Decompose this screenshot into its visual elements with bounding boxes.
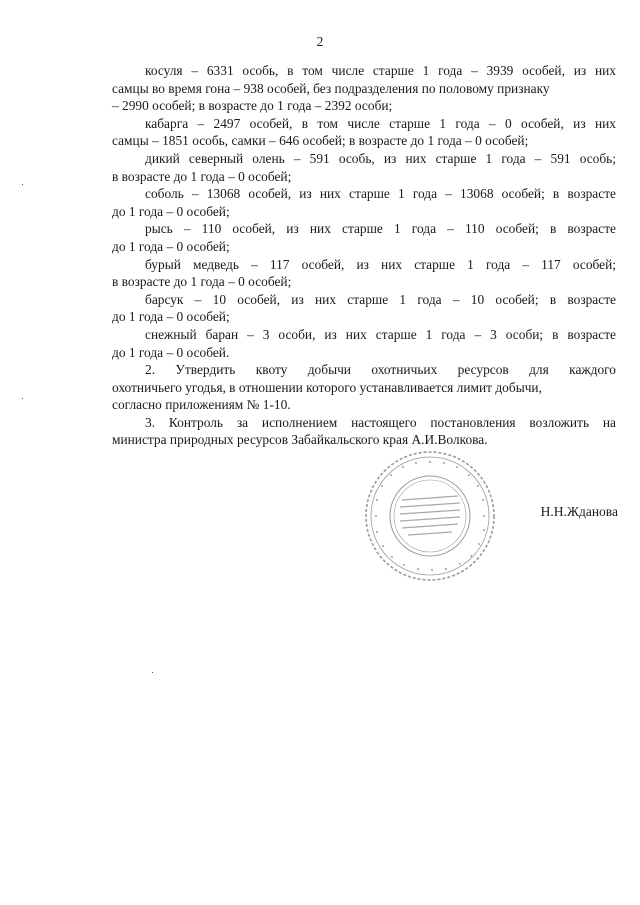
signature-block	[360, 448, 630, 588]
paragraph	[112, 220, 616, 255]
paragraph-line: рысь – 110 особей, из них старше 1 года – 110 особей; в возрасте	[145, 221, 616, 237]
paragraph	[112, 361, 616, 414]
paragraph	[112, 115, 616, 150]
margin-mark	[22, 184, 23, 185]
paragraph-line: косуля – 6331 особь, в том числе старше 1 года – 3939 особей, из них	[145, 63, 616, 78]
paragraph-line: 2. Утвердить квоту добычи охотничьих ресурсов для каждого	[145, 362, 616, 378]
paragraph-line: – 2990 особей; в возрасте до 1 года – 2392 особи;	[112, 98, 393, 114]
paragraph-line: соболь – 13068 особей, из них старше 1 года – 13068 особей; в возрасте	[145, 186, 616, 202]
paragraph	[112, 414, 616, 449]
signer-name: Н.Н.Жданова	[540, 504, 618, 519]
official-stamp	[362, 448, 498, 584]
paragraph-line: до 1 года – 0 особей.	[112, 344, 230, 360]
paragraph-line: согласно приложениям № 1-10.	[112, 397, 291, 413]
paragraph-line: охотничьего угодья, в отношении которого устанавливается лимит добычи,	[112, 379, 542, 395]
paragraph-line: бурый медведь – 117 особей, из них старше 1 года – 117 особей;	[145, 256, 616, 272]
margin-mark	[22, 398, 23, 399]
paragraph	[112, 326, 616, 361]
paragraph-line: до 1 года – 0 особей;	[112, 309, 230, 325]
paragraph	[112, 62, 616, 115]
body-text	[112, 62, 616, 449]
paragraph-line: кабарга – 2497 особей, в том числе старше 1 года – 0 особей, из них	[145, 115, 616, 131]
paragraph	[112, 291, 616, 326]
paragraph-line: снежный баран – 3 особи, из них старше 1 года – 3 особи; в возрасте	[145, 326, 616, 342]
paragraph	[112, 185, 616, 220]
paragraph-line: до 1 года – 0 особей;	[112, 203, 230, 219]
paragraph-line: самцы во время гона – 938 особей, без подразделения по половому признаку	[112, 80, 550, 96]
paragraph-line: барсук – 10 особей, из них старше 1 года – 10 особей; в возрасте	[145, 291, 616, 307]
paragraph	[112, 256, 616, 291]
paragraph-line: дикий северный олень – 591 особь, из них старше 1 года – 591 особь;	[145, 150, 616, 166]
page-number: 2	[316, 34, 324, 49]
margin-mark	[152, 672, 153, 673]
paragraph-line: самцы – 1851 особь, самки – 646 особей; в возрасте до 1 года – 0 особей;	[112, 133, 529, 149]
paragraph-line: до 1 года – 0 особей;	[112, 238, 230, 254]
paragraph-line: 3. Контроль за исполнением настоящего постановления возложить на	[145, 414, 616, 430]
paragraph	[112, 150, 616, 185]
paragraph-line: в возрасте до 1 года – 0 особей;	[112, 168, 292, 184]
paragraph-line: министра природных ресурсов Забайкальского края А.И.Волкова.	[112, 432, 488, 448]
paragraph-line: в возрасте до 1 года – 0 особей;	[112, 274, 292, 290]
